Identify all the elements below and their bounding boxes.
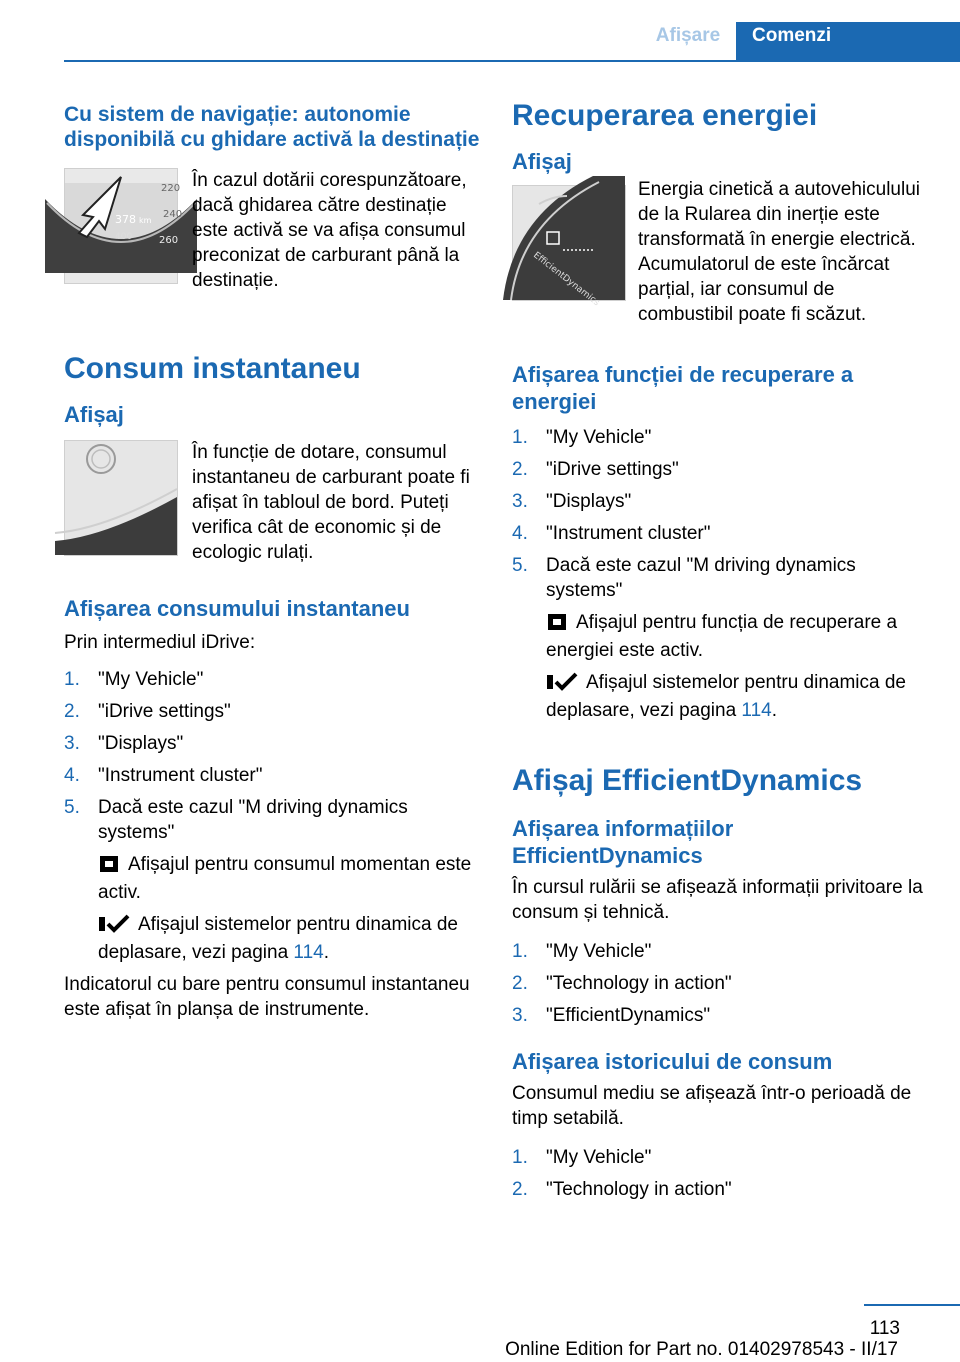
recovery-figure-block bbox=[512, 177, 928, 327]
check-mark-icon bbox=[546, 673, 578, 698]
list-item: 5. Dacă este cazul "M driving dynamics systems" Afișajul pentru funcția de recuperare a energiei este activ. Afișajul sistemelor pentru dinamica de deplasare, vezi pagina 114. bbox=[512, 553, 928, 723]
list-item: 1. "My Vehicle" bbox=[512, 941, 652, 962]
sub-option-active: Afișajul pentru consumul momentan este activ. bbox=[98, 854, 472, 903]
list-item: 4. "Instrument cluster" bbox=[512, 523, 711, 544]
page-link-114[interactable]: 114 bbox=[293, 942, 324, 963]
idrive-intro: Prin intermediul iDrive: bbox=[64, 632, 256, 653]
display-heading-right: Afișaj bbox=[512, 149, 572, 174]
checkbox-filled-icon bbox=[546, 613, 568, 638]
instant-consumption-title: Consum instantaneu bbox=[64, 352, 361, 385]
list-item: 2. "Technology in action" bbox=[512, 973, 732, 994]
gauge-tick-220: 220 bbox=[161, 183, 181, 194]
gauge-image bbox=[65, 441, 177, 555]
list-item: 3. "Displays" bbox=[64, 733, 184, 754]
sub-option-link: Afișajul sistemelor pentru dinamica de deplasare, vezi pagina 114. bbox=[546, 672, 906, 721]
efficientdynamics-label: EfficientDynamics bbox=[531, 250, 602, 309]
nav-heading: Cu sistem de navigație: autonomie disponibilă cu ghidare activă la destinație bbox=[64, 103, 480, 151]
check-mark-icon bbox=[98, 915, 130, 940]
recovery-figure bbox=[512, 185, 626, 309]
instant-steps-list bbox=[64, 667, 480, 965]
history-text: Consumul mediu se afișează într-o perioadă de timp setabilă. bbox=[512, 1083, 912, 1129]
sub-option-link: Afișajul sistemelor pentru dinamica de deplasare, vezi pagina 114. bbox=[98, 914, 458, 963]
list-item: 2. "Technology in action" bbox=[512, 1179, 732, 1200]
list-item: 1. "My Vehicle" bbox=[64, 669, 204, 690]
show-instant-heading: Afișarea consumului instantaneu bbox=[64, 596, 410, 621]
ed-steps-list bbox=[512, 939, 928, 1028]
list-item: 1. "My Vehicle" bbox=[512, 427, 652, 448]
edition-note: Online Edition for Part no. 01402978543 - II/17 bbox=[505, 1339, 898, 1360]
history-steps-list bbox=[512, 1145, 928, 1202]
header-rule bbox=[64, 60, 960, 62]
page-header bbox=[0, 0, 960, 62]
footer-rule bbox=[864, 1304, 960, 1306]
display-heading: Afișaj bbox=[64, 402, 124, 427]
page-link-114[interactable]: 114 bbox=[741, 700, 772, 721]
display-text: În funcție de dotare, consumul instantaneu de carburant poate fi afișat în tabloul de bord. Puteți verifica cât de economic și de ecologic rulați. bbox=[192, 442, 470, 563]
nav-figure-block bbox=[64, 168, 480, 293]
instant-consumption-figure bbox=[64, 440, 178, 556]
show-recovery-heading: Afișarea funcției de recuperare a energiei bbox=[512, 362, 854, 414]
list-item: 3. "EfficientDynamics" bbox=[512, 1005, 711, 1026]
list-item: 1. "My Vehicle" bbox=[512, 1147, 652, 1168]
odometer-value: 400 bbox=[115, 232, 133, 242]
efficientdynamics-title: Afișaj EfficientDynamics bbox=[512, 764, 863, 797]
range-unit: km bbox=[139, 216, 152, 225]
ed-info-heading: Afișarea informațiilor EfficientDynamics bbox=[512, 816, 734, 868]
ed-info-text: În cursul rulării se afișează informații privitoare la consum și tehnică. bbox=[512, 877, 923, 923]
closing-text: Indicatorul cu bare pentru consumul instantaneu este afișat în planșa de instrumente. bbox=[64, 974, 470, 1020]
display-figure-block bbox=[64, 440, 480, 565]
energy-recovery-title: Recuperarea energiei bbox=[512, 99, 818, 132]
recovery-text: Energia cinetică a autovehiculului de la Rularea din inerție este transformată în energie electrică. Acumulatorul de este încărcat parțial, iar consumul de combustibil poate fi scăzut. bbox=[638, 179, 921, 325]
nav-range-figure bbox=[64, 168, 183, 284]
list-item: 5. Dacă este cazul "M driving dynamics systems" Afișajul pentru consumul momentan este activ. Afișajul sistemelor pentru dinamica de deplasare, vezi pagina 114. bbox=[64, 795, 480, 965]
history-heading: Afișarea istoricului de consum bbox=[512, 1049, 833, 1074]
list-item: 2. "iDrive settings" bbox=[64, 701, 231, 722]
sub-option-active: Afișajul pentru funcția de recuperare a energiei este activ. bbox=[546, 612, 898, 661]
list-item: 3. "Displays" bbox=[512, 491, 632, 512]
gauge-tick-240: 240 bbox=[163, 209, 183, 220]
list-item: 2. "iDrive settings" bbox=[512, 459, 679, 480]
list-item: 4. "Instrument cluster" bbox=[64, 765, 263, 786]
recovery-steps-list bbox=[512, 425, 928, 723]
right-column bbox=[512, 98, 928, 1209]
tab-section: Afișare bbox=[655, 25, 721, 46]
gauge-tick-260: 260 bbox=[159, 235, 179, 246]
range-value: 378 bbox=[115, 213, 136, 226]
nav-text: În cazul dotării corespunzătoare, dacă ghidarea către destinație este activă se va afișa consumul preconizat de carburant până la destinație. bbox=[192, 170, 467, 291]
checkbox-filled-icon bbox=[98, 855, 120, 880]
page-number: 113 bbox=[869, 1318, 900, 1339]
tab-chapter: Comenzi bbox=[736, 22, 960, 60]
recovery-gauge-image bbox=[513, 186, 625, 309]
left-column bbox=[64, 102, 480, 1022]
speedometer-image bbox=[65, 169, 183, 283]
